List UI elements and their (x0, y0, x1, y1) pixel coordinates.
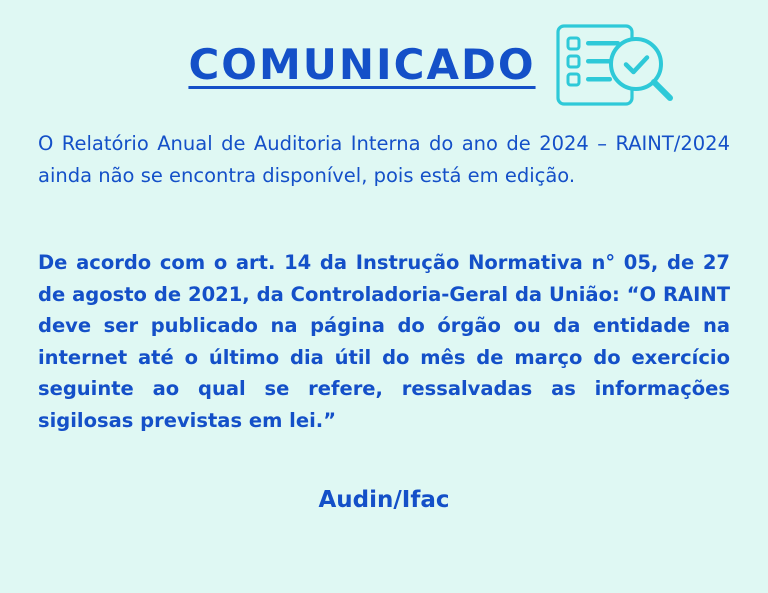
paragraph-regulation: De acordo com o art. 14 da Instrução Normativa n° 05, de 27 de agosto de 2021, da Controladoria-Geral da União: “O RAINT deve ser publicado na página do órgão ou da entidade na internet até o último dia útil do mês de março do exercício seguinte ao qual se refere, ressalvadas as informações sigilosas previstas em lei.” (38, 251, 730, 433)
document-checklist-magnifier-icon (552, 22, 678, 108)
poster-header (38, 0, 730, 120)
signature: Audin/Ifac (318, 486, 450, 513)
paragraph-availability: O Relatório Anual de Auditoria Interna do ano de 2024 – RAINT/2024 ainda não se encontra disponível, pois está em edição. (38, 132, 730, 187)
page-title: COMUNICADO (188, 39, 536, 89)
